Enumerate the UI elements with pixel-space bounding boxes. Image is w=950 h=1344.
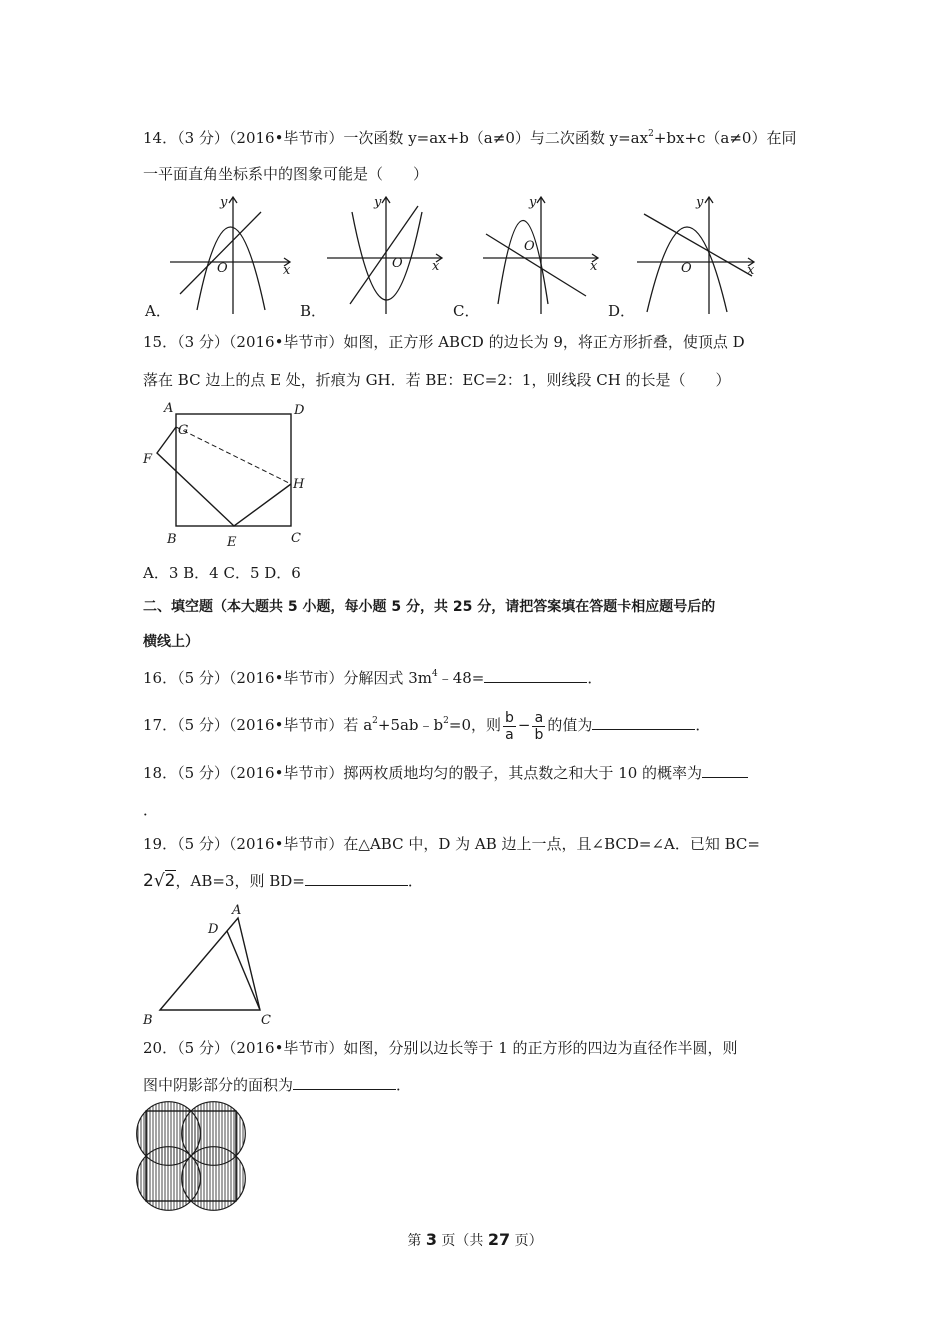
q14c-y-label: y [529,195,537,210]
q14d-origin: O [681,261,692,276]
q16-exponent: 4 [431,669,438,679]
q14-graph-c [478,192,608,320]
q19-sqrt-sign: √ [153,871,165,891]
q17-fraction-1 [503,710,516,743]
q17-text-pre: 17．（5 分）（2016•毕节市）若 a [143,716,373,734]
q14-choice-d: D． [608,302,636,320]
q14-graph-b [322,192,452,320]
q16-text-post: ﹣48= [437,669,485,687]
section2-heading-line1: 二、填空题（本大题共 5 小题，每小题 5 分，共 25 分，请把答案填在答题卡相应题号后的 [143,599,716,615]
q18-line1 [143,763,748,783]
q14b-origin: O [392,256,403,271]
q15-line2: 落在 BC 边上的点 E 处，折痕为 GH．若 BE：EC=2：1，则线段 CH 的长是（ ） [143,371,731,389]
q20-line2 [143,1075,411,1095]
footer-page-number: 3 [425,1230,437,1249]
q17-frac2-num: a [532,710,545,727]
q15-label-g: G [178,423,189,438]
q14a-x-label: x [283,263,291,278]
q16-end: ． [587,669,603,687]
q15-line1: 15．（3 分）（2016•毕节市）如图，正方形 ABCD 的边长为 9，将正方形折叠，使顶点 D [143,333,745,351]
section2-heading-line2: 横线上） [143,634,199,650]
footer-mid: 页（共 [436,1233,488,1249]
q16-text-pre: 16．（5 分）（2016•毕节市）分解因式 3m [143,669,432,687]
q15-label-c: C [291,531,301,546]
footer-post: 页） [510,1233,543,1249]
q17-text-tail: 的值为 [547,716,593,734]
q14d-y-label: y [696,195,704,210]
q17-frac2-den: b [534,726,544,743]
q20-line1: 20．（5 分）（2016•毕节市）如图，分别以边长等于 1 的正方形的四边为直径作半圆，则 [143,1039,738,1057]
footer-total-pages: 27 [487,1230,511,1249]
q15-label-h: H [293,477,305,492]
q18-line2: ． [143,801,159,819]
q20-end: ． [396,1076,412,1094]
q18-answer-blank[interactable] [702,763,748,778]
q14a-origin: O [217,261,228,276]
q15-label-f: F [143,452,153,467]
q14-line1 [143,128,796,148]
q19-line2 [143,871,423,891]
q19-figure [140,900,280,1028]
q19-answer-blank[interactable] [305,871,408,886]
q15-label-d: D [294,403,305,418]
q14d-x-label: x [747,263,755,278]
q15-label-b: B [167,532,177,547]
q14-text-pre: 14．（3 分）（2016•毕节市）一次函数 y=ax+b（a≠0）与二次函数 y=ax [143,129,649,147]
q15-figure [140,398,315,553]
q19-label-c: C [261,1013,271,1028]
q14-graph-a [165,192,300,320]
q14c-origin: O [524,239,535,254]
q15-label-e: E [227,535,237,550]
q14-choice-c: C． [453,302,480,320]
q17-frac1-num: b [505,709,514,726]
q17-answer-blank[interactable] [592,715,695,730]
q17-exponent-2: 2 [443,716,449,726]
q19-label-b: B [143,1013,153,1028]
q15-label-a: A [164,401,174,416]
q19-line1: 19．（5 分）（2016•毕节市）在△ABC 中，D 为 AB 边上一点，且∠BCD=∠A．已知 BC= [143,835,760,853]
q18-text: 18．（5 分）（2016•毕节市）掷两枚质地均匀的骰子，其点数之和大于 10 的概率为 [143,764,703,782]
q20-answer-blank[interactable] [293,1075,396,1090]
q19-sqrt-radicand: 2 [164,871,176,891]
q17-fraction-2 [532,710,545,743]
footer-pre: 第 [407,1233,426,1249]
q14-line2: 一平面直角坐标系中的图象可能是（ ） [143,165,429,183]
q17-exponent-1: 2 [372,716,378,726]
q14-graph-d [632,192,762,320]
q14-choice-a: A． [145,302,171,320]
q16-answer-blank[interactable] [484,668,587,683]
q14-exponent: 2 [648,129,654,139]
q17-line [143,706,710,744]
q19-label-a: A [232,903,242,918]
q17-minus: − [517,716,531,734]
q17-end: ． [695,716,711,734]
q20-figure [146,1111,236,1201]
page-footer [0,1230,950,1250]
q19-text-post: ，AB=3，则 BD= [175,872,305,890]
q17-text-post: =0，则 [448,716,501,734]
q17-text-mid: +5ab﹣b [377,716,444,734]
q14c-x-label: x [590,259,598,274]
q14b-x-label: x [432,259,440,274]
q19-sqrt-coef: 2 [143,871,154,891]
q14-choice-b: B． [300,302,327,320]
q19-label-d: D [208,922,219,937]
q14-text-post: +bx+c（a≠0）在同 [653,129,797,147]
q16-line [143,668,602,688]
q17-frac1-den: a [505,726,514,743]
q20-text: 图中阴影部分的面积为 [143,1076,294,1094]
q15-answers: A．3 B．4 C．5 D．6 [143,564,301,582]
q19-end: ． [407,872,423,890]
q14a-y-label: y [220,195,228,210]
q14b-y-label: y [374,195,382,210]
